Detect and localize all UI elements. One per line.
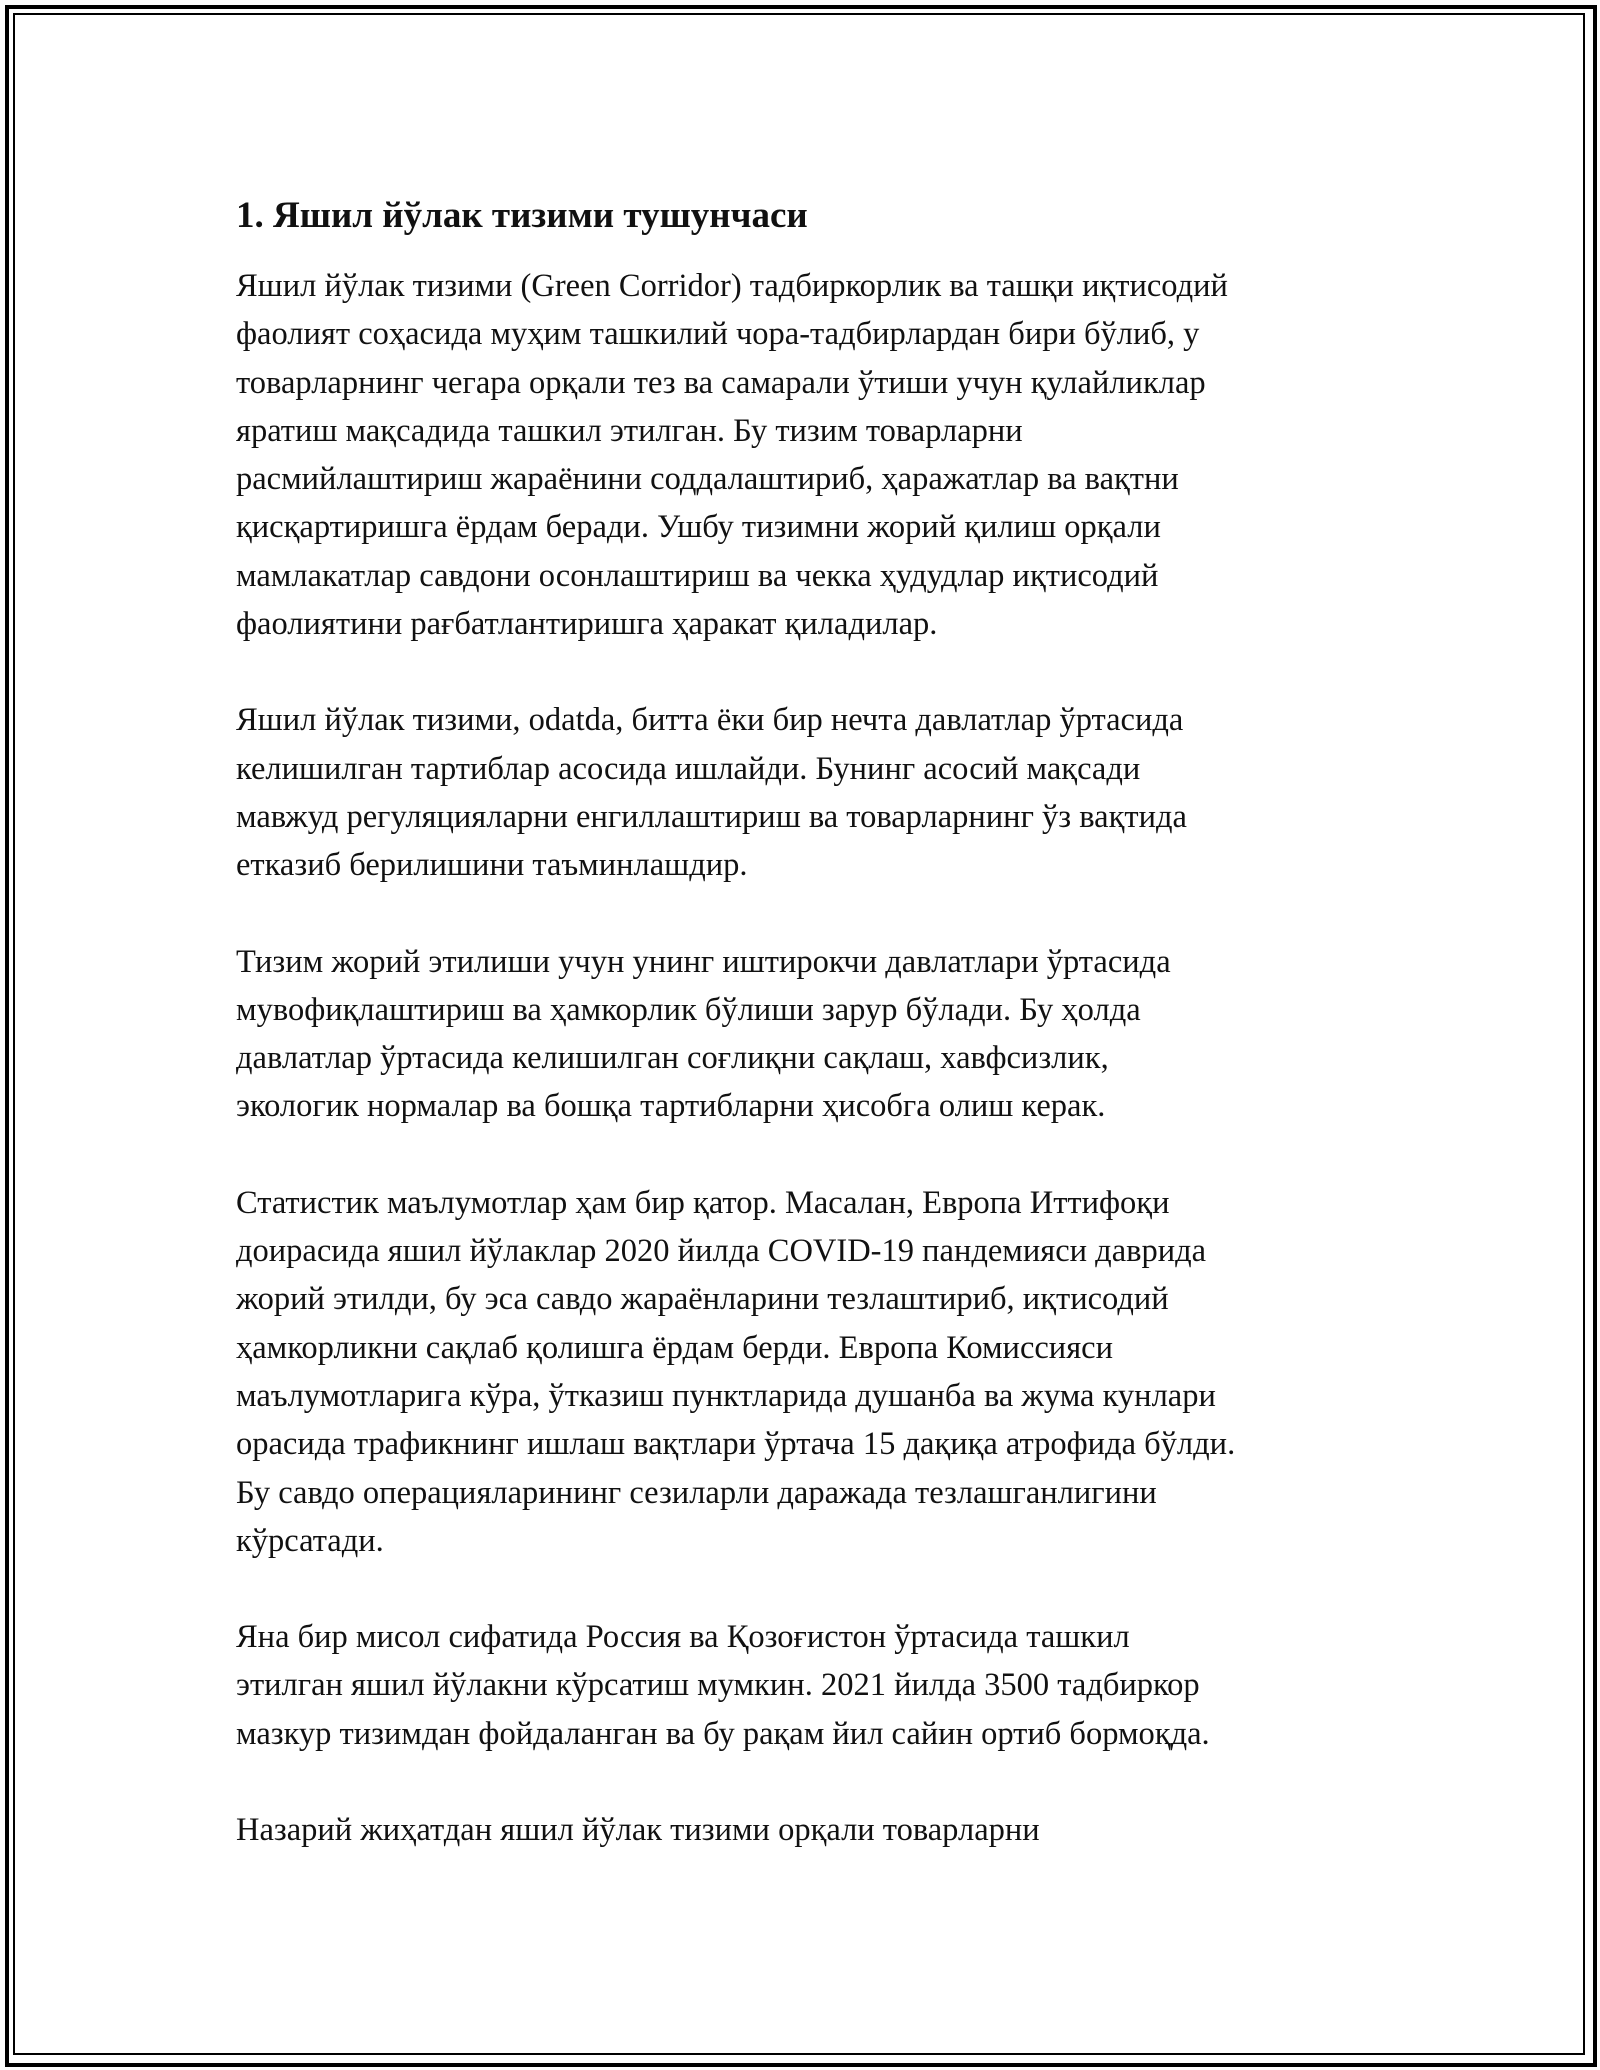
paragraph-intro: Яшил йўлак тизими (Green Corridor) тадбиркорлик ва ташқи иқтисодий фаолият соҳасида муҳим ташкилий чора-тадбирлардан бири бўлиб, у товарларнинг чегара орқали тез ва самарали ўтиши учун қулайликлар яратиш мақсадида ташкил этилган. Бу тизим товарларни расмийлаштириш жараёнини соддалаштириб, ҳаражатлар ва вақтни қисқартиришга ёрдам беради. Ушбу тизимни жорий қилиш орқали мамлакатлар савдони осонлаштириш ва чекка ҳудудлар иқтисодий фаолиятини рағбатлантиришга ҳаракат қиладилар. xyxy=(236,268,1228,643)
paragraph-statistics: Статистик маълумотлар ҳам бир қатор. Масалан, Европа Иттифоқи доирасида яшил йўлаклар 2020 йилда COVID-19 пандемияси даврида жорий этилди, бу эса савдо жараёнларини тезлаштириб, иқтисодий ҳамкорликни сақлаб қолишга ёрдам берди. Европа Комиссияси маълумотларига кўра, ўтказиш пунктларида душанба ва жума кунлари орасида трафикнинг ишлаш вақтлари ўртача 15 дақиқа атрофида бўлди. Бу савдо операцияларининг сезиларли даражада тезлашганлигини кўрсатади. xyxy=(236,1184,1236,1559)
paragraph-theory: Назарий жиҳатдан яшил йўлак тизими орқали товарларни xyxy=(236,1812,1040,1849)
section-heading: 1. Яшил йўлак тизими тушунчаси xyxy=(236,195,808,236)
document-body xyxy=(236,180,1406,1902)
paragraph-coordination: Тизим жорий этилиши учун унинг иштирокчи давлатлари ўртасида мувофиқлаштириш ва ҳамкорлик бўлиши зарур бўлади. Бу ҳолда давлатлар ўртасида келишилган соғлиқни сақлаш, хавфсизлик, экологик нормалар ва бошқа тартибларни ҳисобга олиш керак. xyxy=(236,943,1171,1125)
paragraph-operation: Яшил йўлак тизими, odatda, битта ёки бир нечта давлатлар ўртасида келишилган тартиблар асосида ишлайди. Бунинг асосий мақсади мавжуд регуляцияларни енгиллаштириш ва товарларнинг ўз вақтида етказиб берилишини таъминлашдир. xyxy=(236,702,1187,884)
paragraph-example: Яна бир мисол сифатида Россия ва Қозоғистон ўртасида ташкил этилган яшил йўлакни кўрсатиш мумкин. 2021 йилда 3500 тадбиркор мазкур тизимдан фойдаланган ва бу рақам йил сайин ортиб бормоқда. xyxy=(236,1619,1210,1752)
